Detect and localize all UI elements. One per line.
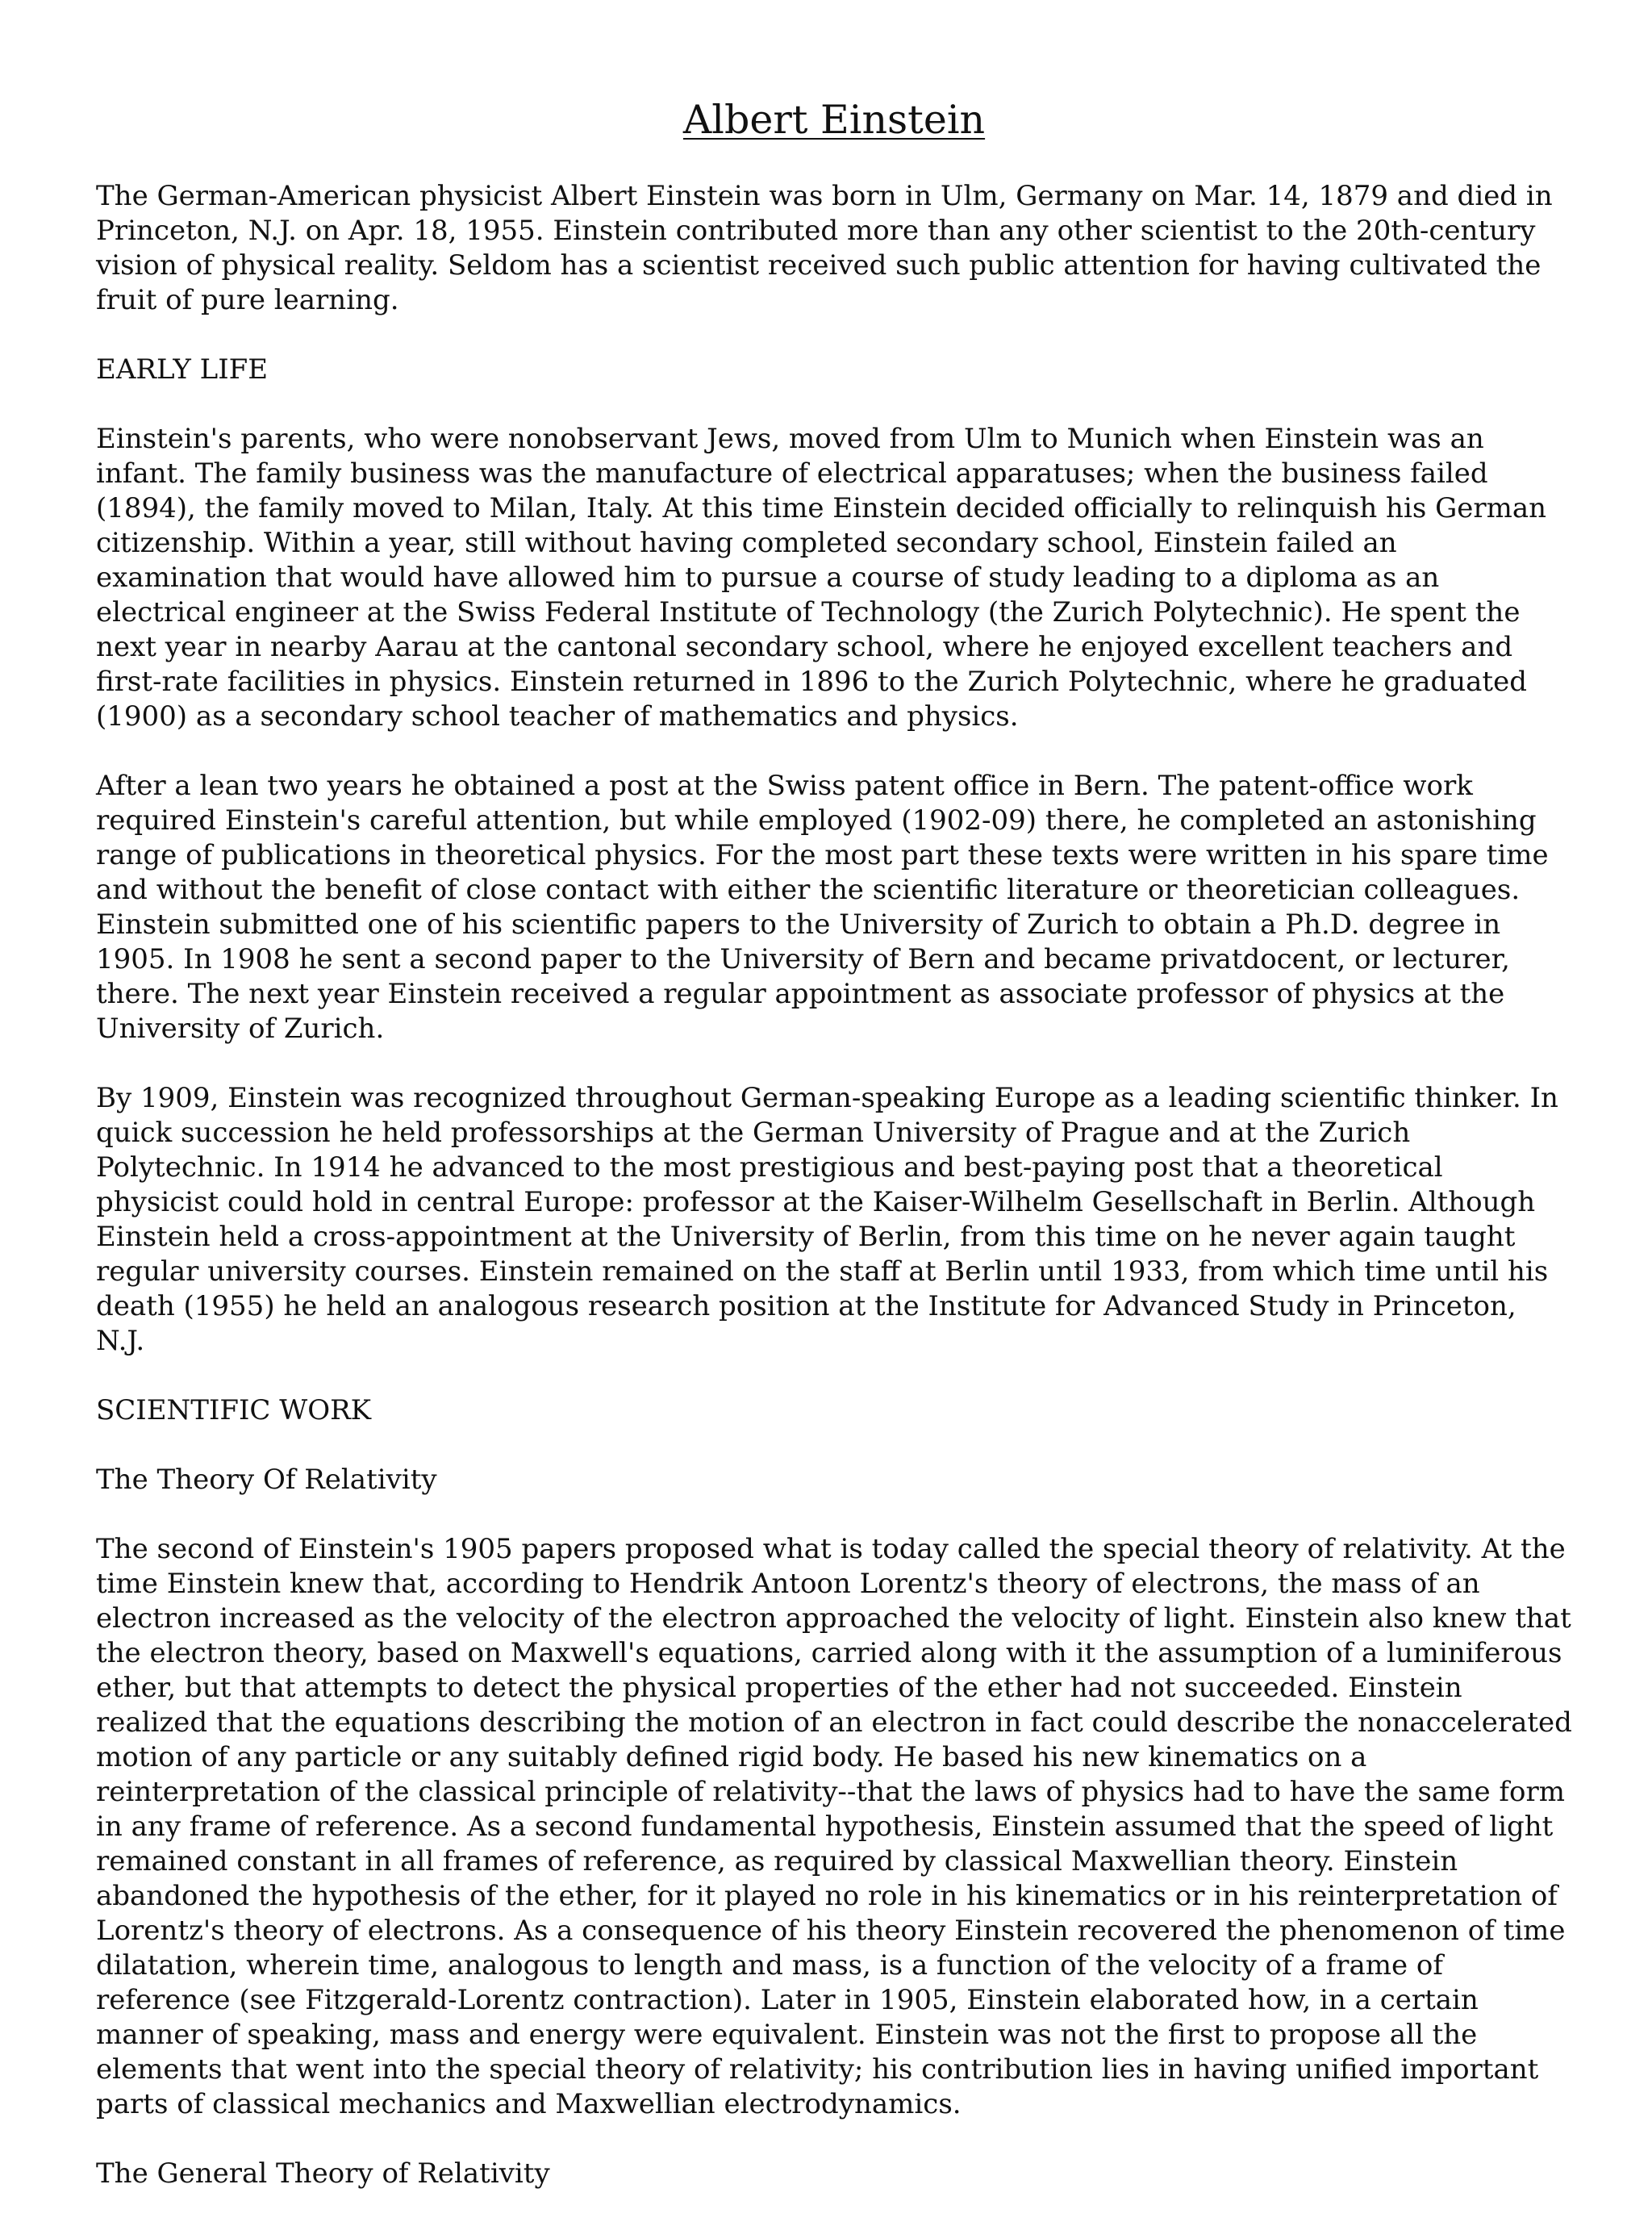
early-life-paragraph-1: Einstein's parents, who were nonobservant Jews, moved from Ulm to Munich when Einstein was an infant. The family business was the manufacture of electrical apparatuses; when the business failed (1894), the family moved to Milan, Italy. At this time Einstein decided officially to relinquish his German citizenship. Within a year, still without having completed secondary school, Einstein failed an examination that would have allowed him to pursue a course of study leading to a diploma as an electrical engineer at the Swiss Federal Institute of Technology (the Zurich Polytechnic). He spent the next year in nearby Aarau at the cantonal secondary school, where he enjoyed excellent teachers and first-rate facilities in physics. Einstein returned in 1896 to the Zurich Polytechnic, where he graduated (1900) as a secondary school teacher of mathematics and physics. [96,423,1547,733]
intro-paragraph: The German-American physicist Albert Einstein was born in Ulm, Germany on Mar. 14, 1879 and died in Princeton, N.J. on Apr. 18, 1955. Einstein contributed more than any other scientist to the 20th-century vision of physical reality. Seldom has a scientist received such public attention for having cultivated the fruit of pure learning. [96,180,1553,316]
document-title: Albert Einstein [682,97,986,143]
subheading-general-relativity: The General Theory of Relativity [96,2157,550,2190]
relativity-paragraph: The second of Einstein's 1905 papers proposed what is today called the special theory of relativity. At the time Einstein knew that, according to Hendrik Antoon Lorentz's theory of electrons, the mass of an electron increased as the velocity of the electron approached the velocity of light. Einstein also knew that the electron theory, based on Maxwell's equations, carried along with it the assumption of a luminiferous ether, but that attempts to detect the physical properties of the ether had not succeeded. Einstein realized that the equations describing the motion of an electron in fact could describe the nonaccelerated motion of any particle or any suitably defined rigid body. He based his new kinematics on a reinterpretation of the classical principle of relativity--that the laws of physics had to have the same form in any frame of reference. As a second fundamental hypothesis, Einstein assumed that the speed of light remained constant in all frames of reference, as required by classical Maxwellian theory. Einstein abandoned the hypothesis of the ether, for it played no role in his kinematics or in his reinterpretation of Lorentz's theory of electrons. As a consequence of his theory Einstein recovered the phenomenon of time dilatation, wherein time, analogous to length and mass, is a function of the velocity of a frame of reference (see Fitzgerald-Lorentz contraction). Later in 1905, Einstein elaborated how, in a certain manner of speaking, mass and energy were equivalent. Einstein was not the first to propose all the elements that went into the special theory of relativity; his contribution lies in having unified important parts of classical mechanics and Maxwellian electrodynamics. [96,1533,1572,2120]
section-heading-early-life: EARLY LIFE [96,353,269,386]
early-life-paragraph-2: After a lean two years he obtained a post at the Swiss patent office in Bern. The patent-office work required Einstein's careful attention, but while employed (1902-09) there, he completed an astonishing range of publications in theoretical physics. For the most part these texts were written in his spare time and without the benefit of close contact with either the scientific literature or theoretician colleagues. Einstein submitted one of his scientific papers to the University of Zurich to obtain a Ph.D. degree in 1905. In 1908 he sent a second paper to the University of Bern and became privatdocent, or lecturer, there. The next year Einstein received a regular appointment as associate professor of physics at the University of Zurich. [96,770,1549,1045]
document-page [96,97,1572,2226]
subheading-theory-of-relativity: The Theory Of Relativity [96,1464,437,1496]
early-life-paragraph-3: By 1909, Einstein was recognized throughout German-speaking Europe as a leading scientific thinker. In quick succession he held professorships at the German University of Prague and at the Zurich Polytechnic. In 1914 he advanced to the most prestigious and best-paying post that a theoretical physicist could hold in central Europe: professor at the Kaiser-Wilhelm Gesellschaft in Berlin. Although Einstein held a cross-appointment at the University of Berlin, from this time on he never again taught regular university courses. Einstein remained on the staff at Berlin until 1933, from which time until his death (1955) he held an analogous research position at the Institute for Advanced Study in Princeton, N.J. [96,1082,1558,1357]
section-heading-scientific-work: SCIENTIFIC WORK [96,1394,372,1426]
